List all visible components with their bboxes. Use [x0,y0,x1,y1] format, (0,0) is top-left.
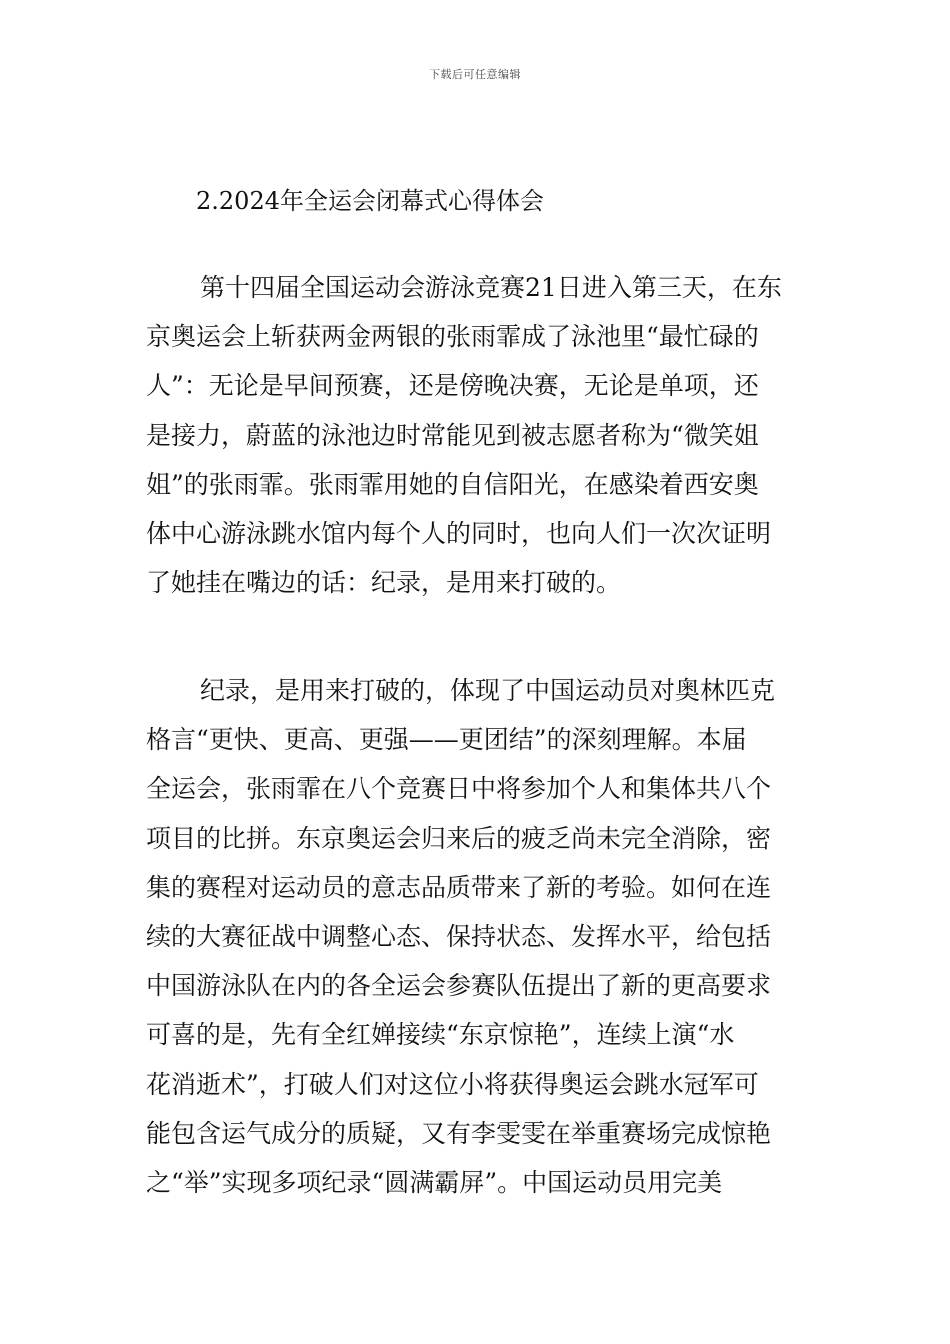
paragraph-line: 了她挂在嘴边的话：纪录，是用来打破的。 [146,568,622,598]
paragraph-line: 姐”的张雨霏。张雨霏用她的自信阳光，在感染着西安奥 [146,469,759,499]
paragraph-line: 京奥运会上斩获两金两银的张雨霏成了泳池里“最忙碌的 [146,322,759,352]
paragraph-line: 是接力，蔚蓝的泳池边时常能见到被志愿者称为“微笑姐 [146,420,759,450]
paragraph-line: 可喜的是，先有全红婵接续“东京惊艳”，连续上演“水 [146,1020,735,1050]
paragraph-1 [146,263,806,607]
paragraph-line: 体中心游泳跳水馆内每个人的同时，也向人们一次次证明 [146,519,772,549]
paragraph-line: 中国游泳队在内的各全运会参赛队伍提出了新的更高要求 [146,971,772,1001]
paragraph-line: 全运会，张雨霏在八个竞赛日中将参加个人和集体共八个 [146,774,772,804]
paragraph-line: 续的大赛征战中调整心态、保持状态、发挥水平，给包括 [146,922,772,952]
paragraph-line: 人”：无论是早间预赛，还是傍晚决赛，无论是单项，还 [146,371,759,401]
document-title: 2.2024年全运会闭幕式心得体会 [196,187,544,215]
header-note: 下载后可任意编辑 [429,68,521,81]
paragraph-line: 第十四届全国运动会游泳竞赛21日进入第三天，在东 [200,273,782,302]
paragraph-line: 之“举”实现多项纪录“圆满霸屏”。中国运动员用完美 [146,1168,723,1198]
paragraph-line: 集的赛程对运动员的意志品质带来了新的考验。如何在连 [146,872,772,902]
paragraph-line: 格言“更快、更高、更强——更团结”的深刻理解。本届 [146,725,747,755]
paragraph-line: 能包含运气成分的质疑，又有李雯雯在举重赛场完成惊艳 [146,1118,772,1148]
paragraph-line: 花消逝术”，打破人们对这位小将获得奥运会跳水冠军可 [146,1069,759,1099]
paragraph-line: 纪录，是用来打破的，体现了中国运动员对奥林匹克 [200,676,776,705]
paragraph-line: 项目的比拼。东京奥运会归来后的疲乏尚未完全消除，密 [146,823,772,853]
paragraph-2 [146,666,806,1207]
